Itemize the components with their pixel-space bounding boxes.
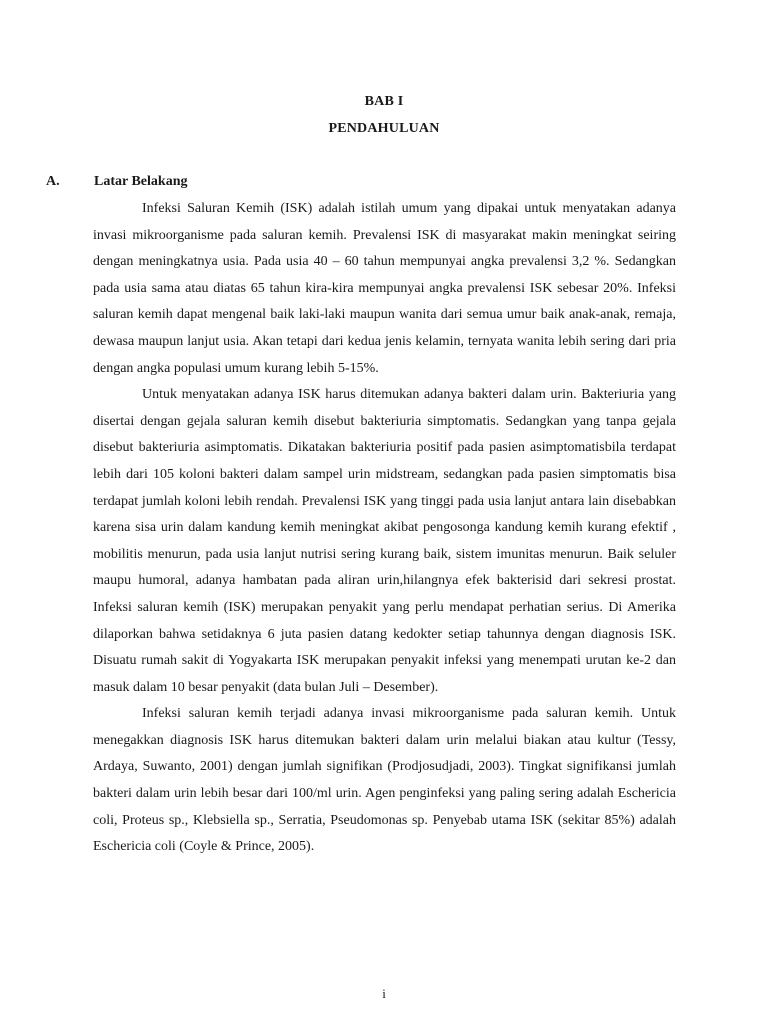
section-title: Latar Belakang bbox=[94, 174, 188, 189]
page-number: i bbox=[382, 986, 386, 1001]
chapter-number: BAB I bbox=[364, 94, 404, 109]
chapter-title: PENDAHULUAN bbox=[328, 121, 440, 136]
paragraph: Untuk menyatakan adanya ISK harus ditemukan adanya bakteri dalam urin. Bakteriuria yang disertai dengan gejala saluran kemih disebut bakteriuria simptomatis. Sedangkan yang tanpa gejala disebut bakteriuria asimptomatis. Dikatakan bakteriuria positif pada pasien asimptomatisbila terdapat lebih dari 105 koloni bakteri dalam sampel urin midstream, sedangkan pada pasien simptomatis bisa terdapat jumlah koloni lebih rendah. Prevalensi ISK yang tinggi pada usia lanjut antara lain disebabkan karena sisa urin dalam kandung kemih meningkat akibat pengosonga kandung kemih kurang efektif , mobilitis menurun, pada usia lanjut nutrisi sering kurang baik, sistem imunitas menurun. Baik seluler maupu humoral, adanya hambatan pada aliran urin,hilangnya efek bakterisid dari sekresi prostat. Infeksi saluran kemih (ISK) merupakan penyakit yang perlu mendapat perhatian serius. Di Amerika dilaporkan bahwa setidaknya 6 juta pasien datang kedokter setiap tahunnya dengan diagnosis ISK. Disuatu rumah sakit di Yogyakarta ISK merupakan penyakit infeksi yang menempati urutan ke-2 dan masuk dalam 10 besar penyakit (data bulan Juli – Desember). bbox=[93, 387, 676, 695]
paragraph: Infeksi saluran kemih terjadi adanya invasi mikroorganisme pada saluran kemih. Untuk menegakkan diagnosis ISK harus ditemukan bakteri dalam urin melalui biakan atau kultur (Tessy, Ardaya, Suwanto, 2001) dengan jumlah signifikan (Prodjosudjadi, 2003). Tingkat signifikansi jumlah bakteri dalam urin lebih besar dari 100/ml urin. Agen penginfeksi yang paling sering adalah Eschericia coli, Proteus sp., Klebsiella sp., Serratia, Pseudomonas sp. Penyebab utama ISK (sekitar 85%) adalah Eschericia coli (Coyle & Prince, 2005). bbox=[93, 706, 676, 855]
section-letter: A. bbox=[46, 174, 60, 189]
paragraph: Infeksi Saluran Kemih (ISK) adalah istilah umum yang dipakai untuk menyatakan adanya invasi mikroorganisme pada saluran kemih. Prevalensi ISK di masyarakat makin meningkat seiring dengan meningkatnya usia. Pada usia 40 – 60 tahun mempunyai angka prevalensi 3,2 %. Sedangkan pada usia sama atau diatas 65 tahun kira-kira mempunyai angka prevalensi ISK sebesar 20%. Infeksi saluran kemih dapat mengenal baik laki-laki maupun wanita dari semua umur baik anak-anak, remaja, dewasa maupun lanjut usia. Akan tetapi dari kedua jenis kelamin, ternyata wanita lebih sering dari pria dengan angka populasi umum kurang lebih 5-15%. bbox=[93, 201, 676, 376]
body-text bbox=[93, 196, 676, 861]
